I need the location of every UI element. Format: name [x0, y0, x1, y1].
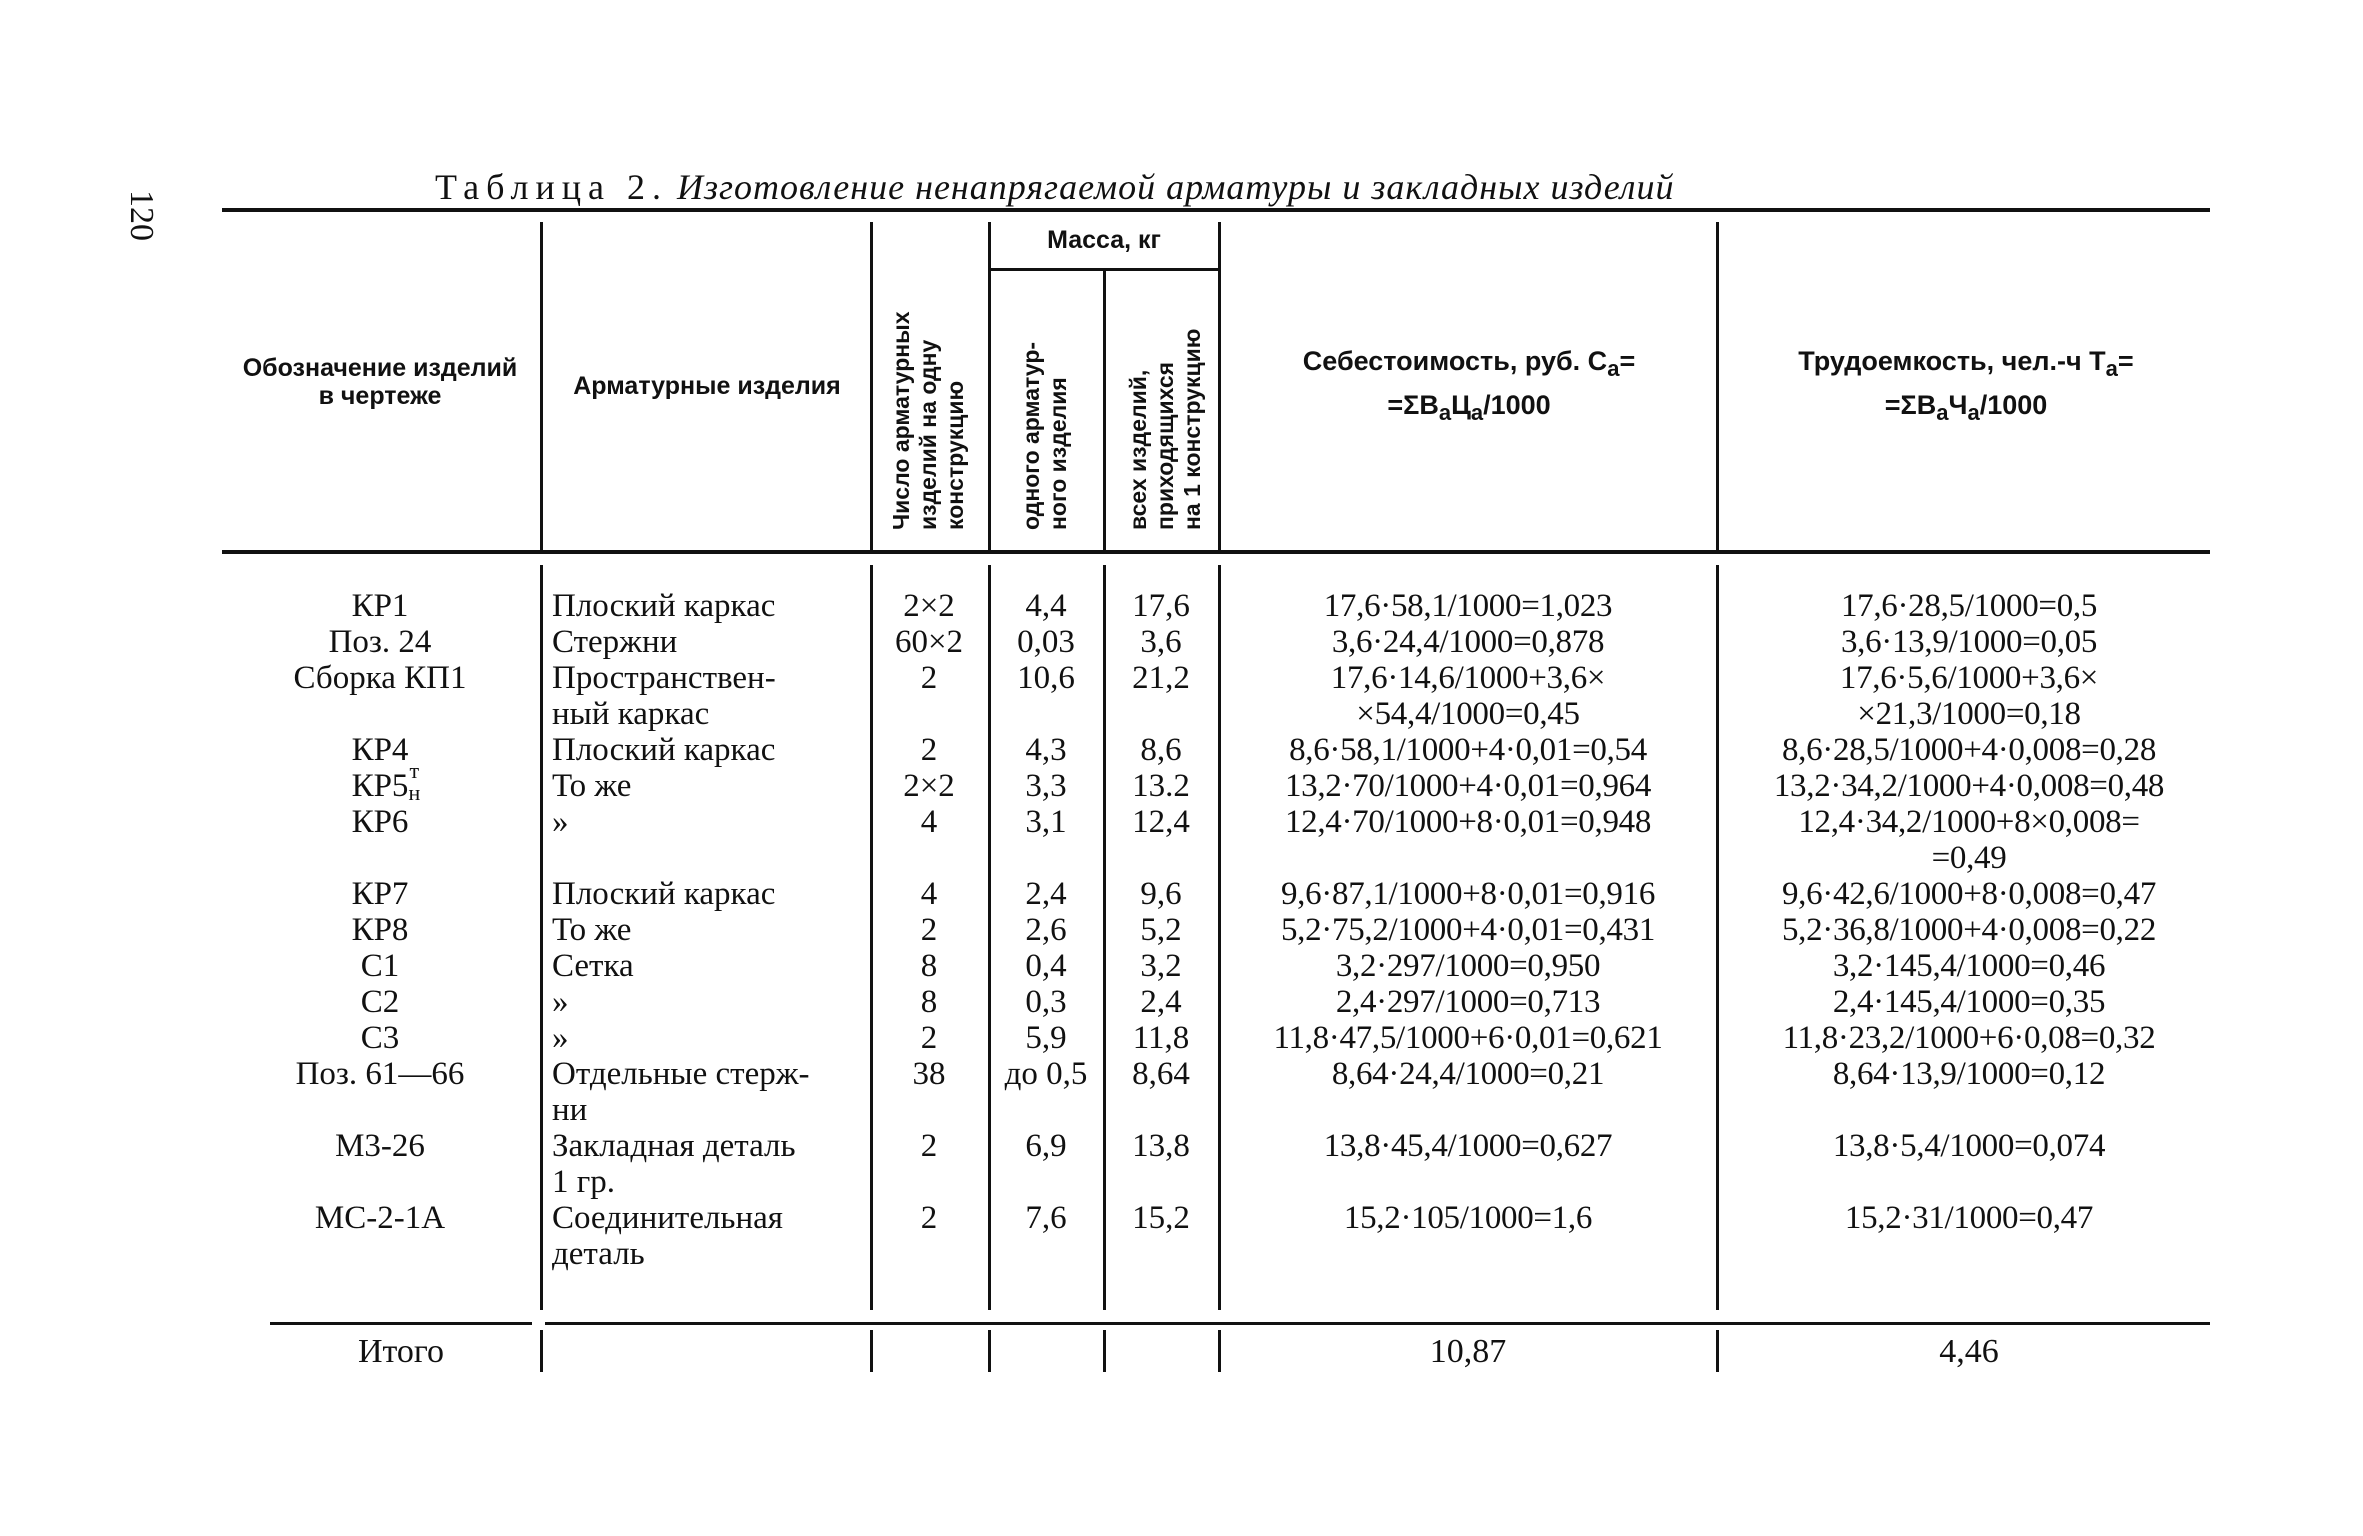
kp5-designation	[351, 758, 421, 805]
designation-cell: Поз. 61—66	[295, 1056, 465, 1092]
designation-cell	[225, 1236, 535, 1272]
product-cell: 1 гр.	[552, 1164, 616, 1200]
count-cell: 2	[920, 912, 938, 948]
header-designation-line: Обозначение изделий	[242, 354, 518, 382]
cost-cell: 8,6·58,1/1000+4·0,01=0,54	[1289, 732, 1647, 768]
header-labor-text: Ч	[1948, 390, 1968, 420]
total-cost: 10,87	[1429, 1333, 1507, 1370]
product-cell: »	[552, 984, 569, 1020]
labor-cell: 12,4·34,2/1000+8×0,008=	[1798, 804, 2140, 840]
header-cost-text: =	[1619, 346, 1636, 376]
header-cost-sub: а	[1607, 356, 1620, 381]
product-cell: То же	[552, 912, 632, 948]
column-mass-all	[1106, 588, 1216, 1272]
header-labor-text: =ΣВ	[1884, 390, 1937, 420]
labor-cell: 17,6·5,6/1000+3,6×	[1839, 660, 2099, 696]
designation-cell: Поз. 24	[328, 624, 432, 660]
product-cell: »	[552, 1020, 569, 1056]
header-mass-group: Масса, кг	[1047, 226, 1161, 254]
mass-all-cell	[1106, 1236, 1216, 1272]
col-divider	[1103, 1330, 1106, 1372]
product-cell: ный каркас	[552, 696, 710, 732]
cost-cell: ×54,4/1000=0,45	[1356, 696, 1580, 732]
designation-cell	[225, 1164, 535, 1200]
total-labor: 4,46	[1939, 1333, 1999, 1370]
cost-cell	[1221, 1164, 1715, 1200]
mass-all-cell: 3,6	[1140, 624, 1182, 660]
count-cell: 4	[920, 876, 938, 912]
col-divider	[540, 1330, 543, 1372]
labor-cell: ×21,3/1000=0,18	[1857, 696, 2081, 732]
labor-cell: 2,4·145,4/1000=0,35	[1832, 984, 2106, 1020]
product-cell: Сетка	[552, 948, 634, 984]
caption-title: Изготовление ненапрягаемой арматуры и закладных изделий	[676, 167, 1675, 207]
col-divider	[870, 1330, 873, 1372]
count-cell: 8	[920, 948, 938, 984]
designation-cell: МС-2-1А	[314, 1200, 446, 1236]
mass-one-cell: 6,9	[1025, 1128, 1067, 1164]
designation-cell: Сборка КП1	[293, 660, 467, 696]
mass-one-cell	[991, 696, 1101, 732]
count-cell: 2	[920, 660, 938, 696]
header-cost-line2	[1225, 387, 1713, 431]
count-cell: 2×2	[903, 768, 955, 804]
labor-cell: 3,2·145,4/1000=0,46	[1832, 948, 2106, 984]
cost-cell: 12,4·70/1000+8·0,01=0,948	[1284, 804, 1652, 840]
column-cost	[1221, 588, 1715, 1272]
count-cell: 2	[920, 1200, 938, 1236]
product-cell: Закладная деталь	[552, 1128, 796, 1164]
labor-cell: 11,8·23,2/1000+6·0,08=0,32	[1782, 1020, 2156, 1056]
mass-all-cell: 21,2	[1132, 660, 1190, 696]
header-labor-text: =	[2117, 346, 2134, 376]
cost-cell: 11,8·47,5/1000+6·0,01=0,621	[1273, 1020, 1663, 1056]
cost-cell: 5,2·75,2/1000+4·0,01=0,431	[1280, 912, 1656, 948]
count-cell	[872, 1236, 986, 1272]
mass-all-cell	[1106, 1092, 1216, 1128]
cost-cell: 8,64·24,4/1000=0,21	[1331, 1056, 1605, 1092]
mass-all-cell: 5,2	[1140, 912, 1182, 948]
product-cell: Стержни	[552, 624, 678, 660]
mass-one-cell: до 0,5	[1004, 1056, 1088, 1092]
count-cell	[872, 1164, 986, 1200]
header-bottom-rule	[222, 550, 2210, 554]
header-cost-text: Ц	[1451, 390, 1471, 420]
mass-one-cell: 3,3	[1025, 768, 1067, 804]
labor-cell	[1719, 1092, 2219, 1128]
designation-cell: С3	[360, 1020, 400, 1056]
mass-all-cell: 11,8	[1132, 1020, 1190, 1056]
table-caption	[435, 166, 1675, 208]
mass-one-cell: 0,03	[1017, 624, 1075, 660]
designation-cell: КР6	[351, 804, 409, 840]
mass-all-cell: 13.2	[1132, 768, 1190, 804]
cost-cell: 3,6·24,4/1000=0,878	[1331, 624, 1605, 660]
mass-one-cell	[991, 1236, 1101, 1272]
count-cell: 2	[920, 732, 938, 768]
mass-one-cell: 7,6	[1025, 1200, 1067, 1236]
column-designation	[225, 588, 535, 1272]
count-cell	[872, 696, 986, 732]
labor-cell: =0,49	[1931, 840, 2007, 876]
mass-one-cell: 2,4	[1025, 876, 1067, 912]
count-cell: 2×2	[903, 588, 955, 624]
count-cell: 8	[920, 984, 938, 1020]
header-cost-text: Себестоимость, руб. С	[1302, 346, 1608, 376]
mass-all-cell	[1106, 696, 1216, 732]
column-product	[552, 588, 868, 1272]
cost-cell: 17,6·58,1/1000=1,023	[1323, 588, 1613, 624]
top-rule	[222, 208, 2210, 212]
product-cell: ни	[552, 1092, 588, 1128]
count-cell: 2	[920, 1128, 938, 1164]
labor-cell	[1719, 1164, 2219, 1200]
total-rule	[270, 1322, 532, 1325]
designation-cell	[225, 1092, 535, 1128]
labor-cell	[1719, 1236, 2219, 1272]
mass-one-cell: 5,9	[1025, 1020, 1067, 1056]
mass-all-cell: 8,6	[1140, 732, 1182, 768]
header-cost-sub: а	[1438, 400, 1452, 425]
col-divider	[1218, 222, 1221, 550]
cost-cell: 3,2·297/1000=0,950	[1335, 948, 1601, 984]
designation-superscript: т	[409, 758, 420, 783]
labor-cell: 17,6·28,5/1000=0,5	[1840, 588, 2098, 624]
mass-one-cell: 2,6	[1025, 912, 1067, 948]
mass-all-cell: 15,2	[1132, 1200, 1190, 1236]
header-cost-line1	[1225, 343, 1713, 387]
cost-cell	[1221, 840, 1715, 876]
header-labor-line1	[1722, 343, 2210, 387]
designation-cell: КР1	[351, 588, 409, 624]
header-labor-text: /1000	[1979, 390, 2048, 420]
header-cost	[1225, 343, 1713, 431]
header-designation	[225, 354, 535, 410]
mass-all-cell: 2,4	[1140, 984, 1182, 1020]
page-number: 120	[123, 190, 160, 241]
labor-cell: 13,2·34,2/1000+4·0,008=0,48	[1773, 768, 2165, 804]
col-divider	[988, 222, 991, 550]
header-labor-sub: а	[2105, 356, 2118, 381]
col-divider	[870, 222, 873, 550]
mass-one-cell: 0,4	[1025, 948, 1067, 984]
header-labor-line2	[1722, 387, 2210, 431]
mass-one-cell: 4,4	[1025, 588, 1067, 624]
col-divider	[988, 1330, 991, 1372]
designation-cell: С2	[360, 984, 400, 1020]
designation-subscript: н	[408, 780, 421, 805]
designation-indices	[408, 760, 420, 804]
header-cost-text: /1000	[1483, 390, 1551, 420]
mass-all-cell: 9,6	[1140, 876, 1182, 912]
caption-label: Таблица 2.	[435, 167, 668, 207]
labor-cell: 15,2·31/1000=0,47	[1844, 1200, 2094, 1236]
cost-cell: 13,2·70/1000+4·0,01=0,964	[1284, 768, 1652, 804]
total-label: Итого	[357, 1333, 445, 1370]
cost-cell: 9,6·87,1/1000+8·0,01=0,916	[1280, 876, 1656, 912]
mass-one-cell: 4,3	[1025, 732, 1067, 768]
labor-cell: 3,6·13,9/1000=0,05	[1840, 624, 2098, 660]
col-divider	[540, 565, 543, 1310]
header-product: Арматурные изделия	[573, 372, 841, 400]
mass-all-cell: 17,6	[1132, 588, 1190, 624]
mass-one-cell: 10,6	[1017, 660, 1075, 696]
product-cell: То же	[552, 768, 632, 804]
designation-cell: С1	[360, 948, 400, 984]
header-cost-sub: а	[1470, 400, 1484, 425]
labor-cell: 13,8·5,4/1000=0,074	[1832, 1128, 2106, 1164]
product-cell: Соединительная	[552, 1200, 783, 1236]
mass-all-cell	[1106, 840, 1216, 876]
designation-cell	[225, 758, 535, 805]
count-cell: 60×2	[894, 624, 964, 660]
column-count	[872, 588, 986, 1272]
header-designation-line: в чертеже	[318, 382, 442, 410]
product-cell: Отдельные стерж-	[552, 1056, 810, 1092]
product-cell: Плоский каркас	[552, 588, 776, 624]
mass-one-cell: 0,3	[1025, 984, 1067, 1020]
designation-cell: КР8	[351, 912, 409, 948]
mass-one-cell	[991, 840, 1101, 876]
count-cell	[872, 1092, 986, 1128]
header-mass-all: всех изделий, приходящихся на 1 конструкцию	[1125, 328, 1205, 530]
product-cell: Плоский каркас	[552, 876, 776, 912]
count-cell: 4	[920, 804, 938, 840]
count-cell	[872, 840, 986, 876]
product-cell: Плоский каркас	[552, 732, 776, 768]
cost-cell: 17,6·14,6/1000+3,6×	[1330, 660, 1606, 696]
labor-cell: 5,2·36,8/1000+4·0,008=0,22	[1781, 912, 2157, 948]
mass-all-cell: 8,64	[1132, 1056, 1190, 1092]
designation-cell	[225, 840, 535, 876]
cost-cell: 2,4·297/1000=0,713	[1335, 984, 1601, 1020]
cost-cell: 15,2·105/1000=1,6	[1343, 1200, 1593, 1236]
mass-one-cell: 3,1	[1025, 804, 1067, 840]
labor-cell: 8,64·13,9/1000=0,12	[1832, 1056, 2106, 1092]
designation-cell: КР7	[351, 876, 409, 912]
cost-cell	[1221, 1236, 1715, 1272]
mass-one-cell	[991, 1092, 1101, 1128]
product-cell: деталь	[552, 1236, 645, 1272]
total-rule-right	[545, 1322, 2210, 1325]
designation-text: КР5	[351, 768, 409, 804]
column-mass-one	[991, 588, 1101, 1272]
labor-cell: 9,6·42,6/1000+8·0,008=0,47	[1781, 876, 2157, 912]
col-divider	[1103, 270, 1106, 550]
col-divider	[540, 222, 543, 550]
cost-cell	[1221, 1092, 1715, 1128]
product-cell: »	[552, 804, 569, 840]
header-mass-one: одного арматур- ного изделия	[1018, 341, 1071, 530]
designation-cell: М3-26	[335, 1128, 425, 1164]
product-cell: Пространствен-	[552, 660, 776, 696]
header-labor-sub: а	[1936, 400, 1949, 425]
count-cell: 38	[912, 1056, 946, 1092]
header-labor-text: Трудоемкость, чел.-ч Т	[1798, 346, 2106, 376]
designation-cell: КР4	[351, 732, 409, 768]
header-labor	[1722, 343, 2210, 431]
count-cell: 2	[920, 1020, 938, 1056]
mass-all-cell: 3,2	[1140, 948, 1182, 984]
header-cost-text: =ΣВ	[1387, 390, 1439, 420]
header-count: Число арматурных изделий на одну конструкцию	[888, 311, 968, 530]
product-cell	[552, 840, 868, 876]
mass-all-cell: 13,8	[1132, 1128, 1190, 1164]
mass-one-cell	[991, 1164, 1101, 1200]
col-divider	[1716, 222, 1719, 550]
designation-cell	[225, 696, 535, 732]
cost-cell: 13,8·45,4/1000=0,627	[1323, 1128, 1613, 1164]
header-labor-sub: а	[1967, 400, 1980, 425]
column-labor	[1719, 588, 2219, 1272]
mass-all-cell	[1106, 1164, 1216, 1200]
mass-all-cell: 12,4	[1132, 804, 1190, 840]
labor-cell: 8,6·28,5/1000+4·0,008=0,28	[1781, 732, 2157, 768]
